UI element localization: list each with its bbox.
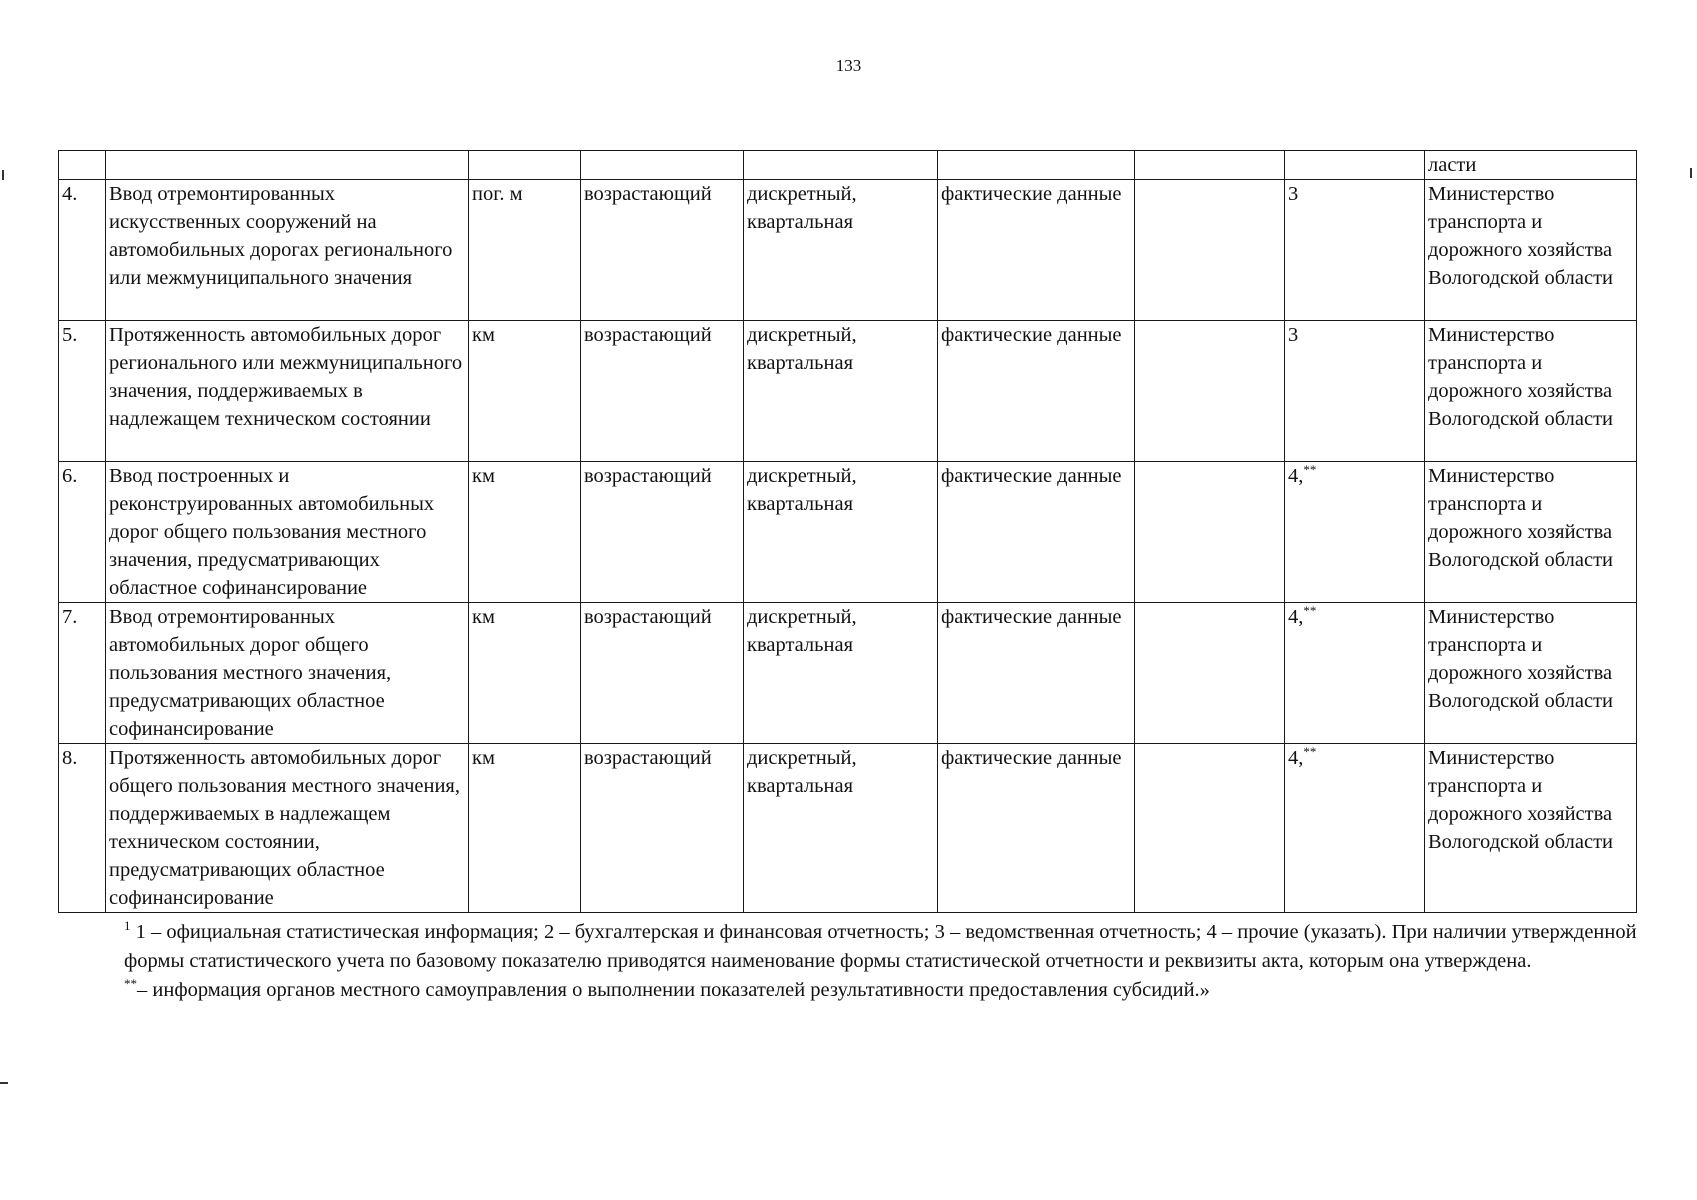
table-row	[59, 462, 1637, 603]
cell-name: Ввод отремонтированных автомобильных дорог общего пользования местного значения, предусматривающих областное софинансирование	[106, 603, 469, 744]
cell-dynamics: возрастающий	[581, 462, 744, 603]
cell-num: 6.	[59, 462, 106, 603]
cell-formula	[1135, 603, 1285, 744]
footnote-1	[64, 918, 1642, 976]
cell-name	[106, 151, 469, 180]
cell-name: Ввод отремонтированных искусственных сооружений на автомобильных дорогах регионального или межмуниципального значения	[106, 180, 469, 321]
cell-dynamics: возрастающий	[581, 603, 744, 744]
source-value: 3	[1288, 324, 1299, 346]
cell-source	[1285, 321, 1425, 462]
cell-name: Ввод построенных и реконструированных автомобильных дорог общего пользования местного значения, предусматривающих областное софинансирование	[106, 462, 469, 603]
cell-responsible: Министерство транспорта и дорожного хозяйства Вологодской области	[1425, 321, 1637, 462]
cell-formula	[1135, 180, 1285, 321]
cell-unit: км	[469, 744, 581, 913]
source-footnote-mark: **	[1303, 462, 1317, 478]
cell-name: Протяженность автомобильных дорог регионального или межмуниципального значения, поддерживаемых в надлежащем техническом состоянии	[106, 321, 469, 462]
table-row	[59, 180, 1637, 321]
cell-num: 5.	[59, 321, 106, 462]
page-number: 133	[835, 56, 862, 75]
cell-formula	[1135, 462, 1285, 603]
table-body	[59, 151, 1637, 913]
cell-method: фактические данные	[938, 180, 1135, 321]
cell-type	[744, 151, 938, 180]
cell-source	[1285, 180, 1425, 321]
cell-type: дискретный, квартальная	[744, 321, 938, 462]
cell-type: дискретный, квартальная	[744, 462, 938, 603]
scan-edge-mark	[2, 170, 4, 180]
scan-edge-mark	[1690, 168, 1692, 178]
cell-source	[1285, 151, 1425, 180]
table-row	[59, 744, 1637, 913]
cell-method: фактические данные	[938, 744, 1135, 913]
cell-type: дискретный, квартальная	[744, 180, 938, 321]
cell-method	[938, 151, 1135, 180]
footnote-1-mark: 1	[124, 918, 131, 934]
source-footnote-mark: **	[1303, 744, 1317, 760]
cell-source	[1285, 603, 1425, 744]
cell-unit: км	[469, 603, 581, 744]
cell-responsible: Министерство транспорта и дорожного хозяйства Вологодской области	[1425, 603, 1637, 744]
cell-type: дискретный, квартальная	[744, 744, 938, 913]
cell-unit: км	[469, 462, 581, 603]
footnote-1-text: 1 – официальная статистическая информация; 2 – бухгалтерская и финансовая отчетность; 3 – ведомственная отчетность; 4 – прочие (указать). При наличии утвержденной формы статистического учета по базовому показателю приводятся наименование формы статистической отчетности и реквизиты акта, которым она утверждена.	[124, 921, 1637, 972]
cell-unit: пог. м	[469, 180, 581, 321]
footnote-2-text: – информация органов местного самоуправления о выполнении показателей результативности предоставления субсидий.»	[137, 979, 1210, 1001]
cell-responsible: ласти	[1425, 151, 1637, 180]
source-value: 4,	[1288, 747, 1304, 769]
source-footnote-mark: **	[1303, 603, 1317, 619]
cell-formula	[1135, 151, 1285, 180]
cell-unit: км	[469, 321, 581, 462]
cell-responsible: Министерство транспорта и дорожного хозяйства Вологодской области	[1425, 744, 1637, 913]
cell-num	[59, 151, 106, 180]
footnote-2-mark: **	[124, 976, 137, 992]
cell-method: фактические данные	[938, 462, 1135, 603]
cell-num: 7.	[59, 603, 106, 744]
table-row	[59, 321, 1637, 462]
cell-type: дискретный, квартальная	[744, 603, 938, 744]
scan-edge-mark	[0, 1082, 8, 1084]
cell-formula	[1135, 321, 1285, 462]
cell-formula	[1135, 744, 1285, 913]
footnotes	[64, 918, 1642, 1005]
cell-responsible: Министерство транспорта и дорожного хозяйства Вологодской области	[1425, 180, 1637, 321]
source-value: 4,	[1288, 465, 1304, 487]
cell-method: фактические данные	[938, 321, 1135, 462]
cell-source	[1285, 462, 1425, 603]
cell-unit	[469, 151, 581, 180]
source-value: 3	[1288, 183, 1299, 205]
cell-num: 4.	[59, 180, 106, 321]
cell-method: фактические данные	[938, 603, 1135, 744]
cell-name: Протяженность автомобильных дорог общего пользования местного значения, поддерживаемых в надлежащем техническом состоянии, предусматривающих областное софинансирование	[106, 744, 469, 913]
table-row	[59, 603, 1637, 744]
cell-dynamics: возрастающий	[581, 321, 744, 462]
cell-dynamics	[581, 151, 744, 180]
source-value: 4,	[1288, 606, 1304, 628]
cell-dynamics: возрастающий	[581, 744, 744, 913]
indicators-table	[58, 150, 1637, 913]
cell-responsible: Министерство транспорта и дорожного хозяйства Вологодской области	[1425, 462, 1637, 603]
footnote-2	[64, 976, 1642, 1005]
cell-source	[1285, 744, 1425, 913]
cell-num: 8.	[59, 744, 106, 913]
table-row-continuation	[59, 151, 1637, 180]
cell-dynamics: возрастающий	[581, 180, 744, 321]
